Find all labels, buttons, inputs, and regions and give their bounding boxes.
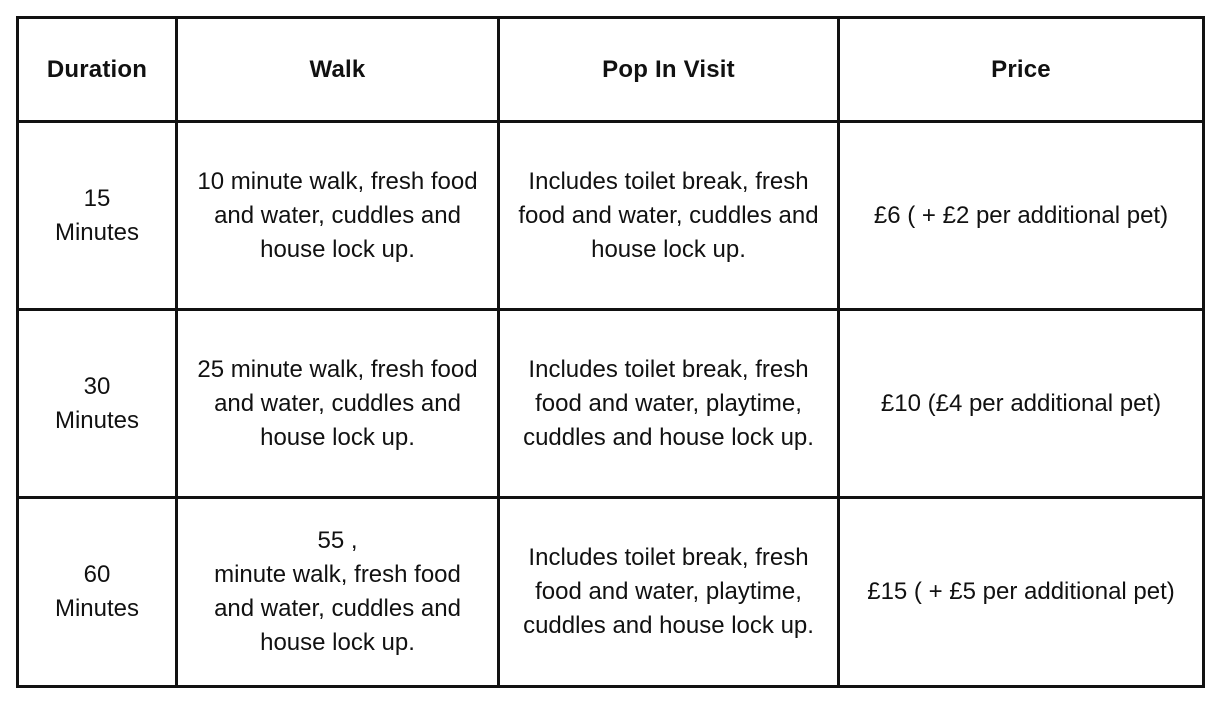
price-cell — [839, 498, 1204, 687]
header-price: Price — [839, 18, 1204, 122]
header-duration: Duration — [18, 18, 177, 122]
pop-in-visit-text: Includes toilet break, fresh food and water, playtime, cuddles and house lock up. — [523, 544, 814, 639]
header-pop-in-visit: Pop In Visit — [499, 18, 839, 122]
pop-in-visit-text: Includes toilet break, fresh food and water, cuddles and house lock up. — [518, 167, 819, 263]
walk-text: 10 minute walk, fresh food and water, cuddles and house lock up. — [197, 167, 478, 263]
duration-cell — [18, 498, 177, 687]
walk-cell — [177, 498, 499, 687]
price-cell — [839, 122, 1204, 310]
pop-in-visit-cell — [499, 498, 839, 687]
header-walk: Walk — [177, 18, 499, 122]
table-row — [18, 498, 1204, 687]
pricing-table — [16, 16, 1205, 688]
walk-cell — [177, 310, 499, 498]
price-text: £6 ( + £2 per additional pet) — [873, 201, 1169, 229]
walk-text: 25 minute walk, fresh food and water, cuddles and house lock up. — [197, 355, 478, 451]
duration-text: 15 Minutes — [54, 184, 140, 246]
pop-in-visit-cell — [499, 122, 839, 310]
duration-text: 60 Minutes — [54, 561, 140, 622]
price-text: £10 (£4 per additional pet) — [880, 389, 1162, 417]
walk-cell — [177, 122, 499, 310]
price-cell — [839, 310, 1204, 498]
table-row — [18, 310, 1204, 498]
duration-cell — [18, 310, 177, 498]
table-row — [18, 122, 1204, 310]
table-header-row — [18, 18, 1204, 122]
duration-cell — [18, 122, 177, 310]
duration-text: 30 Minutes — [54, 372, 140, 434]
pop-in-visit-text: Includes toilet break, fresh food and water, playtime, cuddles and house lock up. — [523, 355, 814, 451]
pop-in-visit-cell — [499, 310, 839, 498]
price-text: £15 ( + £5 per additional pet) — [867, 578, 1175, 605]
walk-text: 55 , minute walk, fresh food and water, cuddles and house lock up. — [214, 527, 461, 656]
